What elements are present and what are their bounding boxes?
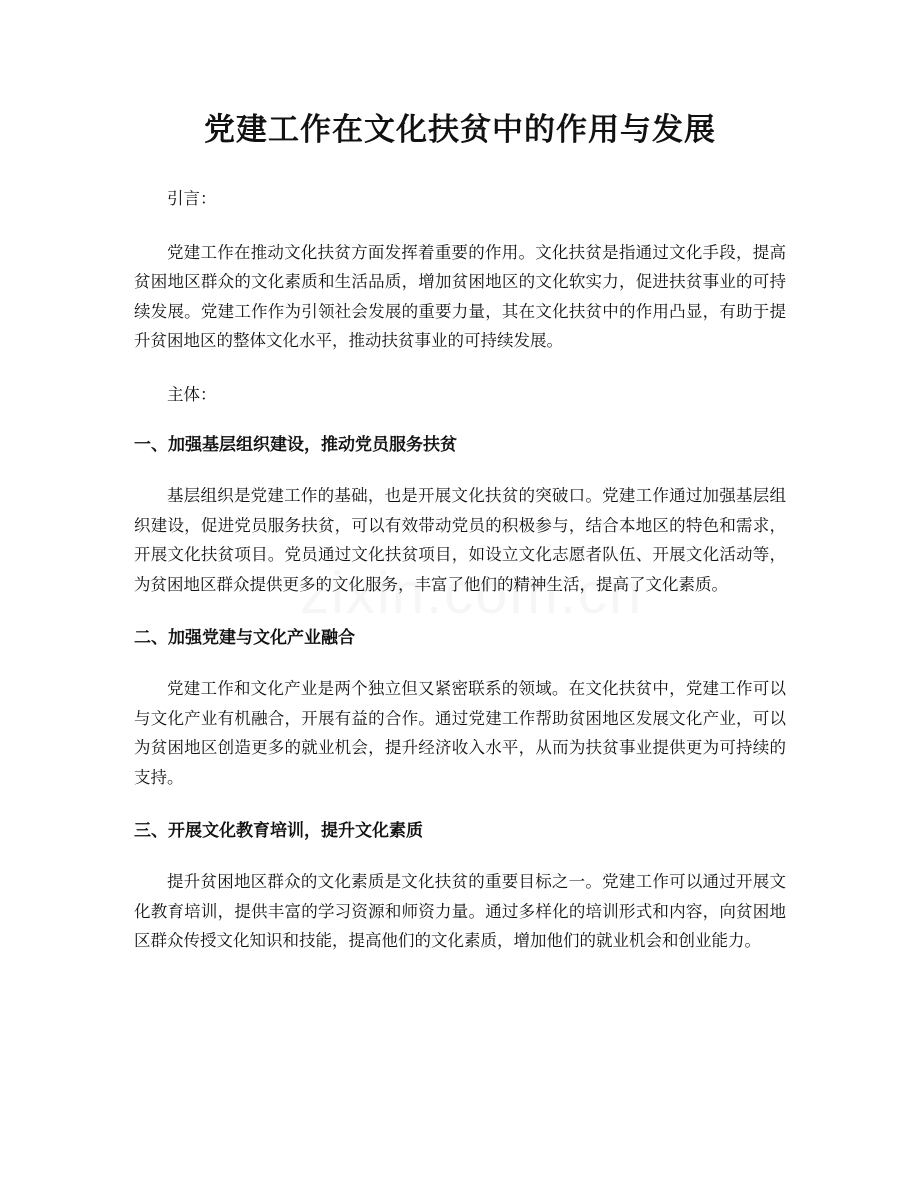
section-heading-1: 一、加强基层组织建设，推动党员服务扶贫	[134, 435, 457, 455]
intro-label: 引言：	[167, 189, 217, 208]
section-paragraph-2: 党建工作和文化产业是两个独立但又紧密联系的领域。在文化扶贫中，党建工作可以与文化产业有机融合，开展有益的合作。通过党建工作帮助贫困地区发展文化产业，可以为贫困地区创造更多的就业机会，提升经济收入水平，从而为扶贫事业提供更为可持续的支持。	[134, 679, 786, 787]
section-paragraph-1: 基层组织是党建工作的基础，也是开展文化扶贫的突破口。党建工作通过加强基层组织建设，促进党员服务扶贫，可以有效带动党员的积极参与，结合本地区的特色和需求，开展文化扶贫项目。党员通过文化扶贫项目，如设立文化志愿者队伍、开展文化活动等，为贫困地区群众提供更多的文化服务，丰富了他们的精神生活，提高了文化素质。	[134, 486, 786, 594]
body-label: 主体：	[167, 384, 217, 404]
document-body	[134, 184, 786, 956]
section-heading-3: 三、开展文化教育培训，提升文化素质	[134, 821, 423, 841]
section-paragraph-3: 提升贫困地区群众的文化素质是文化扶贫的重要目标之一。党建工作可以通过开展文化教育培训，提供丰富的学习资源和师资力量。通过多样化的培训形式和内容，向贫困地区群众传授文化知识和技能，提高他们的文化素质，增加他们的就业机会和创业能力。	[134, 872, 786, 950]
section-heading-2: 二、加强党建与文化产业融合	[134, 628, 355, 648]
document-title: 党建工作在文化扶贫中的作用与发展	[204, 112, 716, 148]
intro-paragraph: 党建工作在推动文化扶贫方面发挥着重要的作用。文化扶贫是指通过文化手段，提高贫困地区群众的文化素质和生活品质，增加贫困地区的文化软实力，促进扶贫事业的可持续发展。党建工作作为引领社会发展的重要力量，其在文化扶贫中的作用凸显，有助于提升贫困地区的整体文化水平，推动扶贫事业的可持续发展。	[134, 242, 786, 350]
